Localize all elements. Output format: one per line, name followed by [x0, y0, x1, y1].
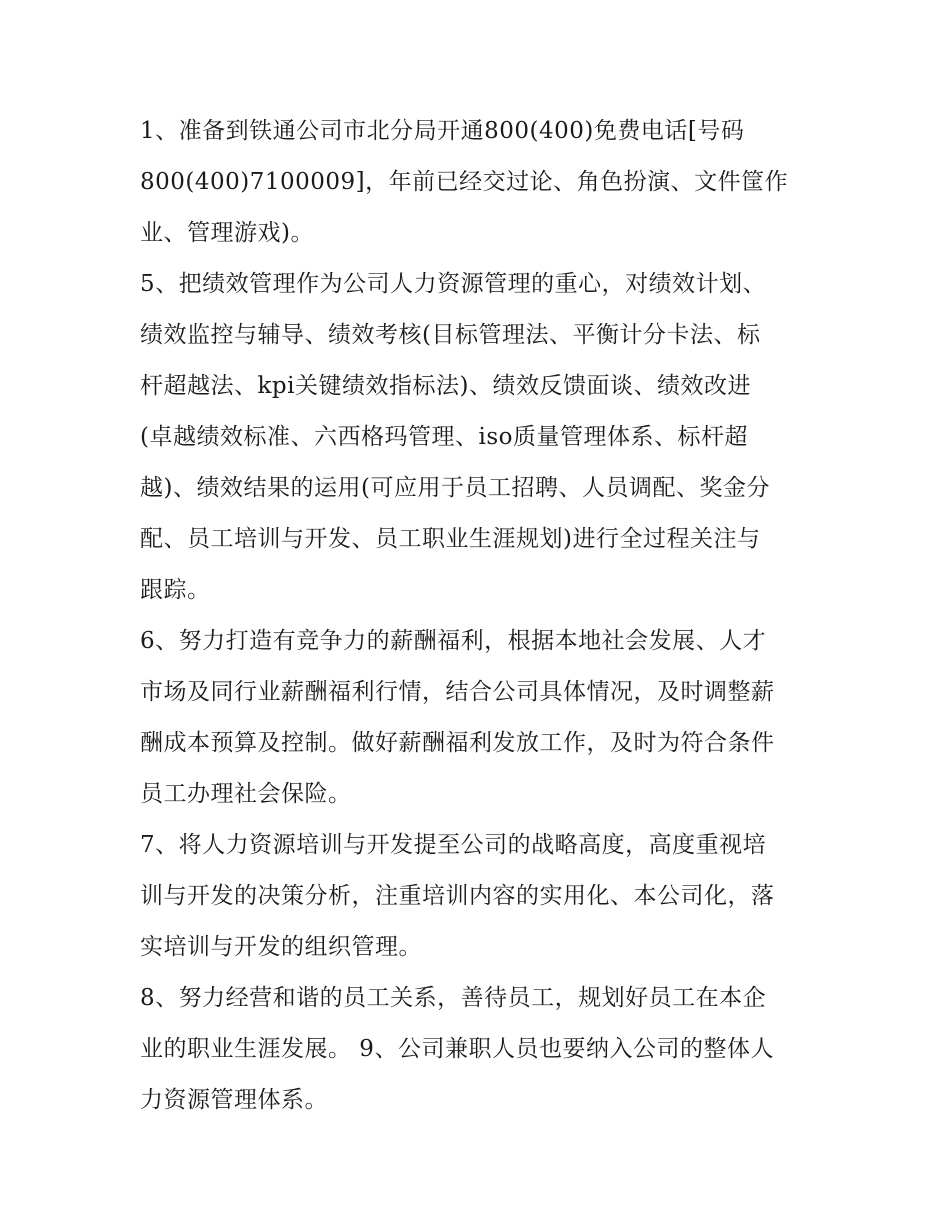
text-line: 训与开发的决策分析，注重培训内容的实用化、本公司化，落: [140, 883, 775, 909]
document-body: [140, 109, 820, 1129]
text-line: 越)、绩效结果的运用(可应用于员工招聘、人员调配、奖金分: [140, 475, 770, 501]
text-line: 8、努力经营和谐的员工关系，善待员工，规划好员工在本企: [140, 985, 767, 1011]
text-line: 员工办理社会保险。: [140, 781, 352, 807]
text-line: 7、将人力资源培训与开发提至公司的战略高度，高度重视培: [140, 832, 767, 858]
text-line: 力资源管理体系。: [140, 1087, 328, 1113]
text-line: 实培训与开发的组织管理。: [140, 934, 422, 960]
text-line: 业的职业生涯发展。 9、公司兼职人员也要纳入公司的整体人: [140, 1036, 774, 1062]
text-line: 6、努力打造有竞争力的薪酬福利，根据本地社会发展、人才: [140, 628, 767, 654]
text-line: 酬成本预算及控制。做好薪酬福利发放工作，及时为符合条件: [140, 730, 775, 756]
text-line: (卓越绩效标准、六西格玛管理、iso质量管理体系、标杆超: [140, 424, 748, 450]
text-line: 配、员工培训与开发、员工职业生涯规划)进行全过程关注与: [140, 526, 761, 552]
text-line: 800(400)7100009]，年前已经交过论、角色扮演、文件筐作: [140, 169, 789, 195]
text-line: 跟踪。: [140, 577, 211, 603]
text-line: 5、把绩效管理作为公司人力资源管理的重心，对绩效计划、: [140, 271, 767, 297]
text-line: 市场及同行业薪酬福利行情，结合公司具体情况，及时调整薪: [140, 679, 775, 705]
text-line: 业、管理游戏)。: [140, 220, 314, 246]
text-line: 绩效监控与辅导、绩效考核(目标管理法、平衡计分卡法、标: [140, 322, 761, 348]
text-line: 1、准备到铁通公司市北分局开通800(400)免费电话[号码: [140, 118, 745, 144]
text-line: 杆超越法、kpi关键绩效指标法)、绩效反馈面谈、绩效改进: [140, 373, 751, 399]
